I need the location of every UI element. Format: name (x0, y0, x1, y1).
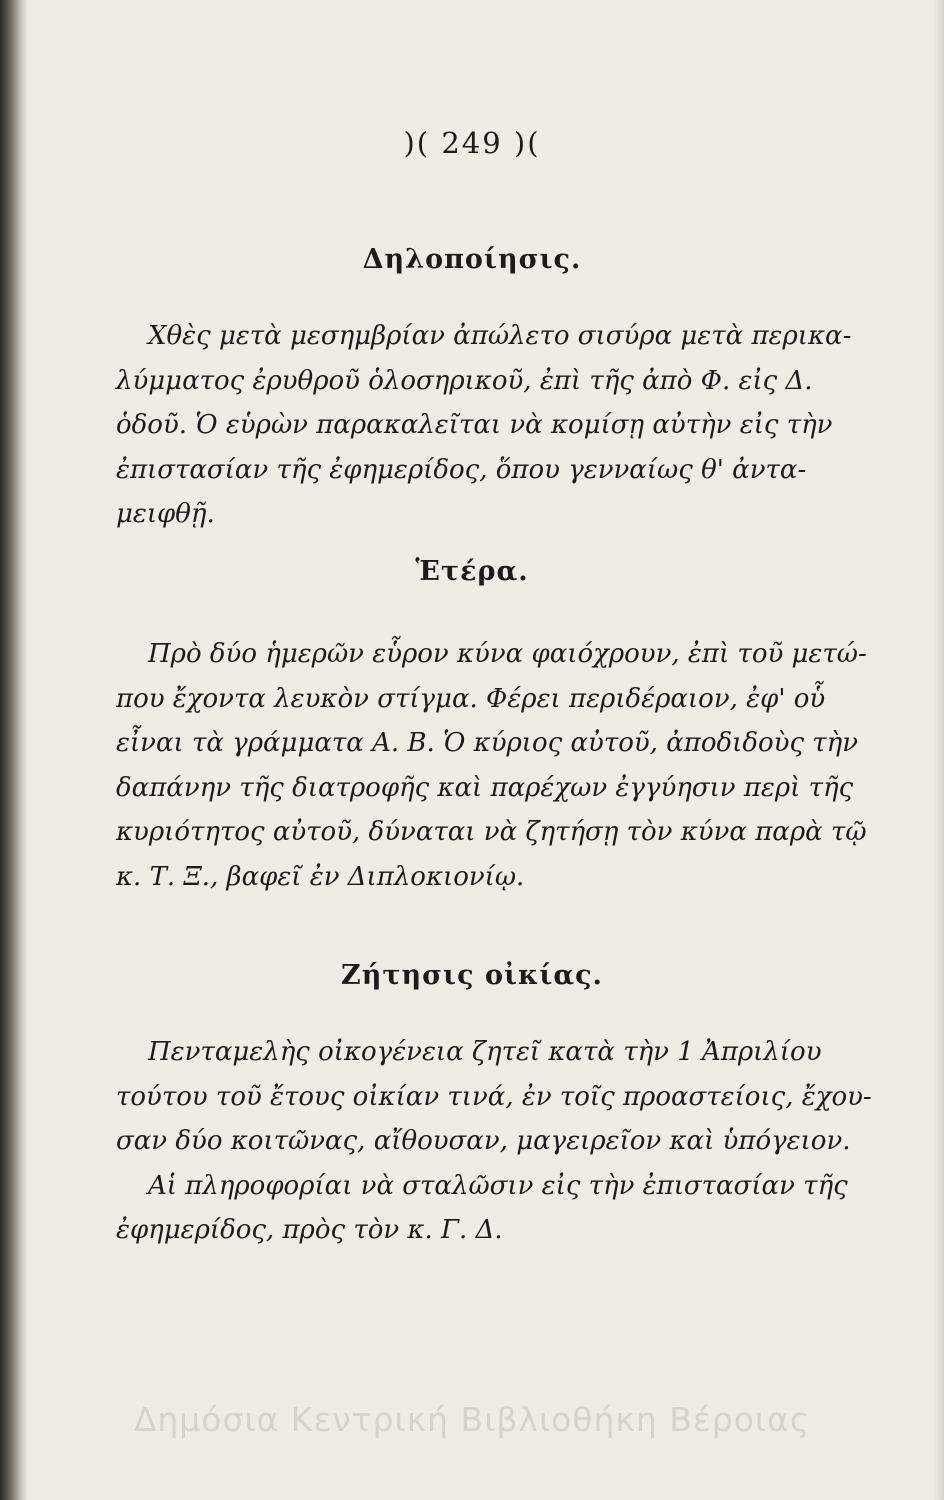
found-dog-paragraph (116, 632, 867, 899)
house-wanted-paragraph (116, 1030, 872, 1253)
text-line: Πενταμελὴς οἰκογένεια ζητεῖ κατὰ τὴν 1 Ἀπριλίου (148, 1037, 822, 1067)
text-line: τούτου τοῦ ἔτους οἰκίαν τινά, ἐν τοῖς προαστείοις, ἔχου- (116, 1081, 872, 1112)
section-heading-announcement: Δηλοποίησις. (362, 244, 582, 275)
page-number: )( 249 )( (403, 126, 541, 160)
text-line: μειφθῇ. (116, 499, 215, 529)
text-line: ἐπιστασίαν τῆς ἐφημερίδος, ὅπου γενναίως θ' ἀντα- (116, 454, 807, 485)
library-watermark: Δημόσια Κεντρική Βιβλιοθήκη Βέροιας (133, 1400, 811, 1439)
text-line: Πρὸ δύο ἡμερῶν εὗρον κύνα φαιόχρουν, ἐπὶ τοῦ μετώ- (148, 639, 867, 669)
announcement-paragraph (116, 314, 852, 537)
text-line: λύμματος ἐρυθροῦ ὁλοσηρικοῦ, ἐπὶ τῆς ἀπὸ Φ. εἰς Δ. (116, 365, 813, 396)
page-edge (934, 0, 944, 1500)
text-line: κ. Τ. Ξ., βαφεῖ ἐν Διπλοκιονίῳ. (116, 861, 525, 892)
text-line: σαν δύο κοιτῶνας, αἴθουσαν, μαγειρεῖον καὶ ὑπόγειον. (116, 1126, 851, 1156)
text-line: που ἔχοντα λευκὸν στίγμα. Φέρει περιδέραιον, ἐφ' οὗ (116, 683, 826, 714)
text-line: Χθὲς μετὰ μεσημβρίαν ἀπώλετο σισύρα μετὰ περικα- (148, 321, 852, 351)
text-line: δαπάνην τῆς διατροφῆς καὶ παρέχων ἐγγύησιν περὶ τῆς (116, 772, 854, 803)
section-heading-house-wanted: Ζήτησις οἰκίας. (341, 960, 603, 991)
text-line: εἶναι τὰ γράμματα Α. Β. Ὁ κύριος αὐτοῦ, ἀποδιδοὺς τὴν (116, 728, 859, 758)
text-line: ἐφημερίδος, πρὸς τὸν κ. Γ. Δ. (116, 1215, 503, 1245)
book-spine-shadow (0, 0, 28, 1500)
text-line: ὁδοῦ. Ὁ εὑρὼν παρακαλεῖται νὰ κομίσῃ αὐτὴν εἰς τὴν (116, 410, 833, 440)
text-line: Αἱ πληροφορίαι νὰ σταλῶσιν εἰς τὴν ἐπιστασίαν τῆς (148, 1170, 848, 1201)
section-heading-other: Ἑτέρα. (415, 556, 529, 587)
text-line: κυριότητος αὐτοῦ, δύναται νὰ ζητήσῃ τὸν κύνα παρὰ τῷ (116, 817, 867, 847)
